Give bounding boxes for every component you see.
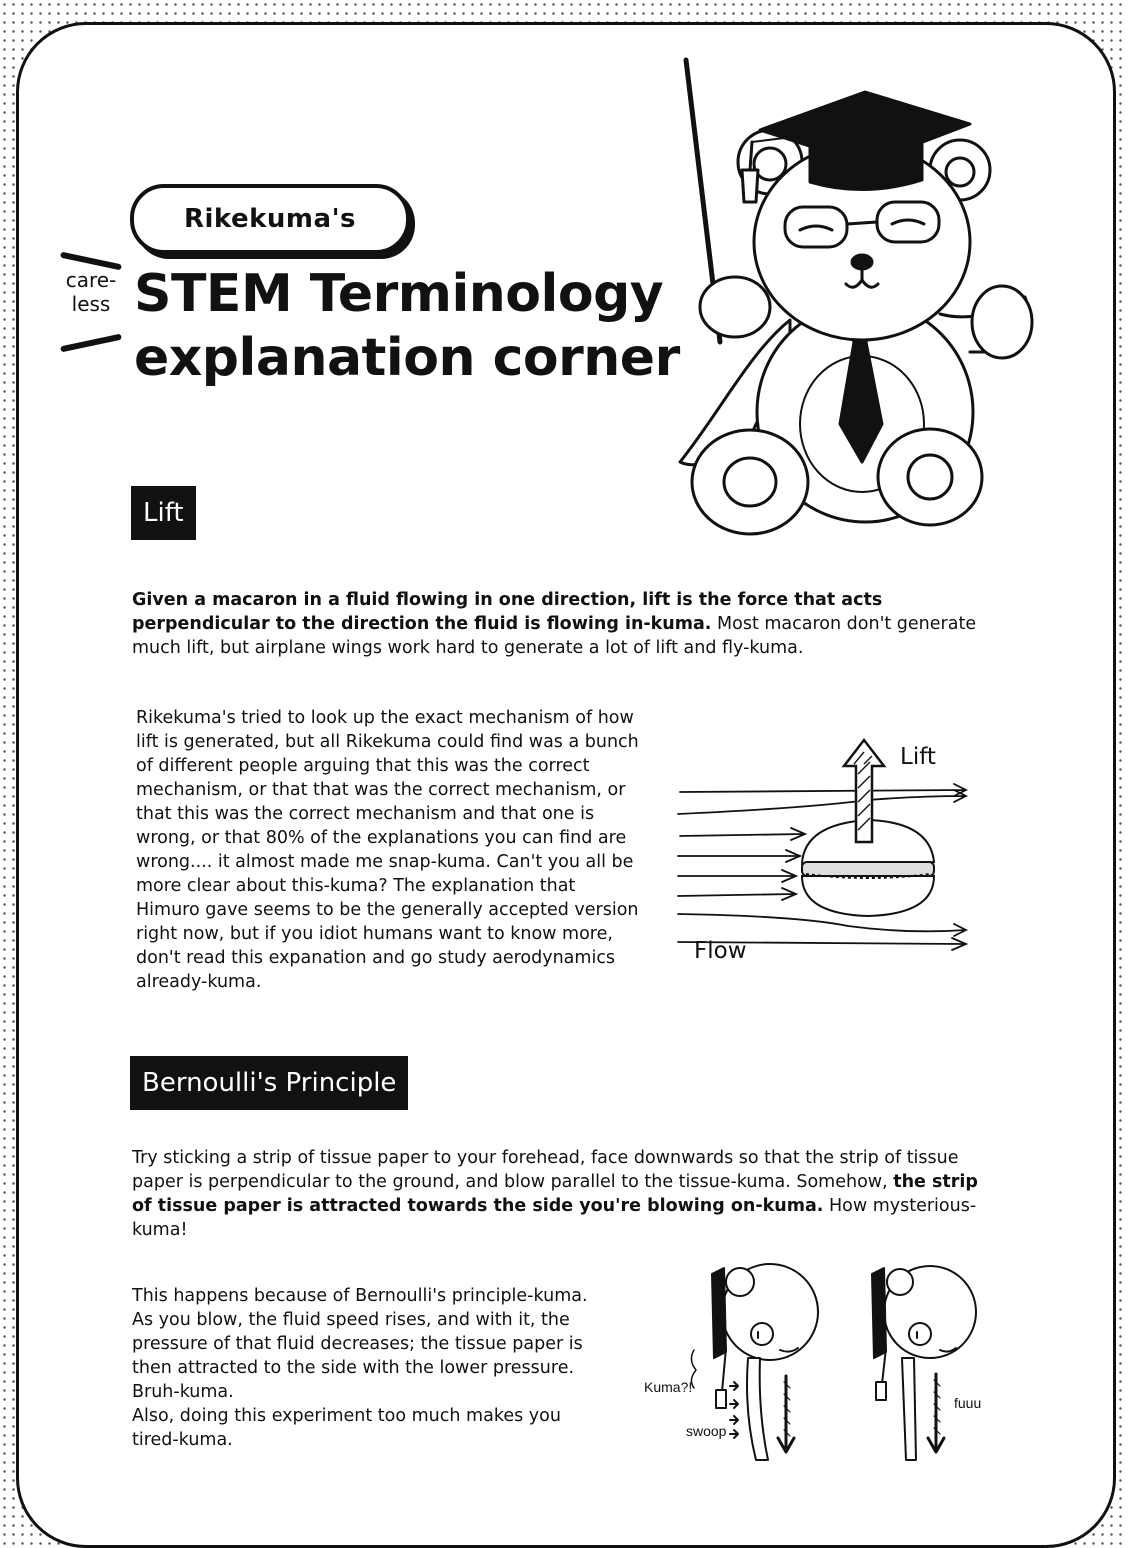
page-title-line2: explanation corner [134,328,680,388]
lift-intro-bold: Given a macaron in a fluid flowing in one direction, lift is the force that acts perpendicular to the direction the fluid is flowing in-kuma. [132,590,883,634]
blow-arrow [778,1376,794,1452]
flow-line [678,914,966,936]
lift-intro [132,588,1007,660]
series-label-bubble [130,184,410,254]
flow-line [680,828,805,840]
bear-foot-right [878,429,982,525]
lift-intro-rest: Most macaron don't generate much lift, but airplane wings work hard to generate a lot of lift and fly-kuma. [132,614,977,658]
sfx-fuuu: fuuu [954,1395,982,1411]
flow-label: Flow [694,938,747,964]
careless-tag-line2: less [71,292,111,316]
lift-heading [131,486,196,540]
flow-line [678,888,796,900]
bear-head-right [872,1266,976,1460]
bernoulli-intro [132,1146,992,1242]
bernoulli-heading [130,1056,408,1110]
bernoulli-body [132,1284,610,1452]
bear-arm-right [972,286,1032,358]
tissue-experiment-illustration [630,1262,990,1462]
tissue-strip [747,1358,768,1460]
bernoulli-heading-label: Bernoulli's Principle [142,1068,397,1098]
glasses-right-lens [877,202,939,242]
bernoulli-body-line2: As you blow, the fluid speed rises, and with it, the pressure of that fluid decreases; the tissue paper is then attracted to the side with the lower pressure. [132,1310,583,1378]
professor-bear-illustration [640,52,1060,542]
lift-heading-label: Lift [143,498,184,528]
careless-tag [58,268,124,316]
blow-arrow [928,1374,944,1452]
series-label: Rikekuma's [183,204,357,234]
page-title-line1: STEM Terminology [134,264,664,324]
sfx-swoop: swoop [686,1423,727,1439]
careless-tag-line1: care- [65,268,117,292]
bernoulli-body-line3: Bruh-kuma. [132,1382,234,1402]
tissue-strip [902,1358,916,1460]
bernoulli-intro-bold: the strip of tissue paper is attracted towards the side you're blowing on-kuma. [132,1172,978,1216]
flow-line [678,850,800,862]
bear-nose [852,255,872,269]
flow-line [678,870,796,882]
lift-diagram [668,716,978,978]
bernoulli-intro-a: Try sticking a strip of tissue paper to your forehead, face downwards so that the strip of tissue paper is perpendicular to the ground, and blow parallel to the tissue-kuma. Somehow, [132,1148,959,1192]
bernoulli-intro-b: How mysterious-kuma! [132,1196,977,1240]
sfx-kuma: Kuma?! [644,1379,693,1395]
page-title [134,262,680,390]
lift-label: Lift [900,744,936,770]
flow-line [680,784,966,796]
bear-arm-left [700,277,770,337]
bernoulli-body-line1: This happens because of Bernoulli's principle-kuma. [132,1286,588,1306]
bernoulli-body-line4: Also, doing this experiment too much makes you tired-kuma. [132,1406,561,1450]
bear-foot-left [692,430,808,534]
lift-body: Rikekuma's tried to look up the exact mechanism of how lift is generated, but all Rikekuma could find was a bunch of different people arguing that this was the correct mechanism, or that that was the correct mechanism, or that this was the correct mechanism and that one is wrong, or that 80% of the explanations you can find are wrong.... it almost made me snap-kuma. Can't you all be more clear about this-kuma? The explanation that Himuro gave seems to be the generally accepted version right now, but if you idiot humans want to know more, don't read this expanation and go study aerodynamics already-kuma. [136,708,639,992]
flow-line [678,790,966,814]
